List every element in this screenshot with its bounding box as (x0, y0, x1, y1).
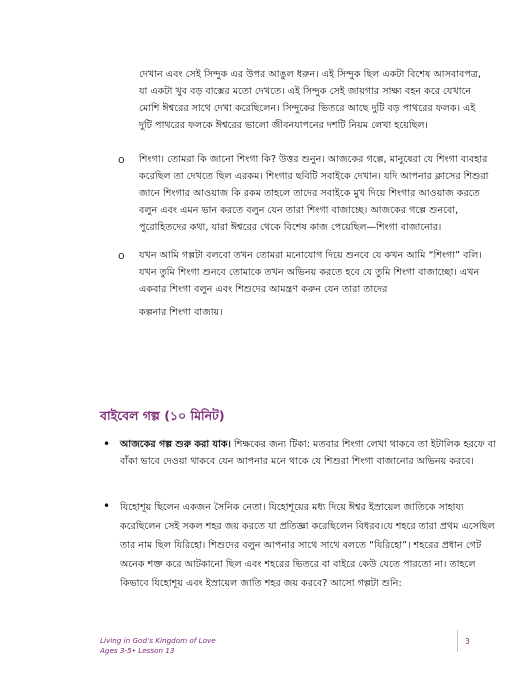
bullet-icon: • (103, 437, 111, 451)
story-start-lead: আজকের গল্প শুরু করা যাক। (120, 439, 231, 450)
footer-divider (457, 630, 458, 652)
footer-title: Living in God’s Kingdom of Love (100, 636, 216, 645)
story-start-paragraph (120, 436, 500, 470)
joshua-paragraph: যিহোশূয় ছিলেন একজন সৈনিক নেতা। যিহোশূয়ের মধ্য দিয়ে ঈশ্বর ইস্রায়েল জাতিকে সাহায্য করেছিলেন সেই সকল শহর জয় করতে যা প্রতিজ্ঞা করেছিলেন বিধরব।যে শহরে তারা প্রথম এসেছিল তার নাম ছিল যিরিহো। শিশুদের বলুন আপনার সাথে সাথে বলতে “যিরিহো”। শহরের প্রধান গেট অনেক শক্ত করে আটকানো ছিল এবং শহরের ভিতরে বা বাইরে কেউ যেতে পারতো না। তাহলে কিভাবে যিহোশূয় এবং ইস্রায়েল জাতি শহর জয় করবে? আসো গল্পটা শুনি: (120, 502, 495, 589)
listen-paragraph-continuation: কল্পনার শিংগা বাজায়। (139, 307, 223, 318)
bullet-icon: • (103, 499, 111, 513)
page-number: 3 (465, 637, 470, 646)
teacher-note: শিক্ষকের জন্য টিকা: মতবার শিংগা লেখা থাকবে তা ইটালিক হরফে বা বাঁকা ভাবে দেওয়া থাকবে যেন আপনার মনে থাকে যে শিশুরা শিংগা বাজানোর অভিনয় করবে। (120, 439, 496, 467)
intro-paragraph: দেখান এবং সেই সিন্দুক এর উপর আঙুল ধরুন। এই সিন্দুক ছিল একটা বিশেষ আসবাবপত্র, যা একটা খুব বড় বাক্সের মতো দেখতে। এই সিন্দুক সেই জায়গার সাক্ষ্য বহন করে যেখানে মোশি ঈশ্বরের সাথে দেখা করেছিলেন। সিন্দুকের ভিতরে আছে দুটি বড় পাথরের ফলক। এই দুটি পাথরের ফলকে ঈশ্বরের ভালো জীবনযাপনের দশটি নিয়ম লেখা হয়েছিল। (139, 69, 481, 131)
footer-lesson-info (100, 636, 216, 656)
listen-paragraph: যখন আমি গল্পটা বলবো তখন তোমরা মনোযোগ দিয়ে শুনবে যে কখন আমি “শিংগা” বলি। যখন তুমি শিংগা শুনবে তোমাকে তখন অভিনয় করতে হবে যে তুমি শিংগা বাজাচ্ছো। এখন একবার শিংগা বলুন এবং শিশুদের আমন্ত্রণ করুন যেন তারা তাদের (139, 250, 482, 295)
shofar-paragraph: শিংগা। তোমরা কি জানো শিংগা কি? উত্তর শুনুন। আজকের গল্পে, মানুষেরা যে শিংগা ব্যবহার করেছিল তা দেখতে ছিল এরকম। শিংগার ছবিটি সবাইকে দেখান। যদি আপনার ক্লাসের শিশুরা জানে শিংগার আওয়াজ কি রকম তাহলে তাদের সবাইকে মুখ দিয়ে শিংগার আওয়াজ করতে বলুন এবং এমন ভান করতে বলুন যেন তারা শিংগা বাজাচ্ছে। আজকের গল্পে শুনবো, পুরোহিতদের কথা, যারা ঈশ্বরের থেকে বিশেষ কাজ পেয়েছিল—শিংগা বাজানোর। (139, 154, 489, 233)
hollow-bullet-icon: o (118, 249, 125, 262)
hollow-bullet-icon: o (118, 153, 125, 166)
section-heading: বাইবেল গল্প (১০ মিনিট) (100, 408, 225, 423)
footer-subtitle: Ages 3-5• Lesson 13 (100, 646, 175, 655)
